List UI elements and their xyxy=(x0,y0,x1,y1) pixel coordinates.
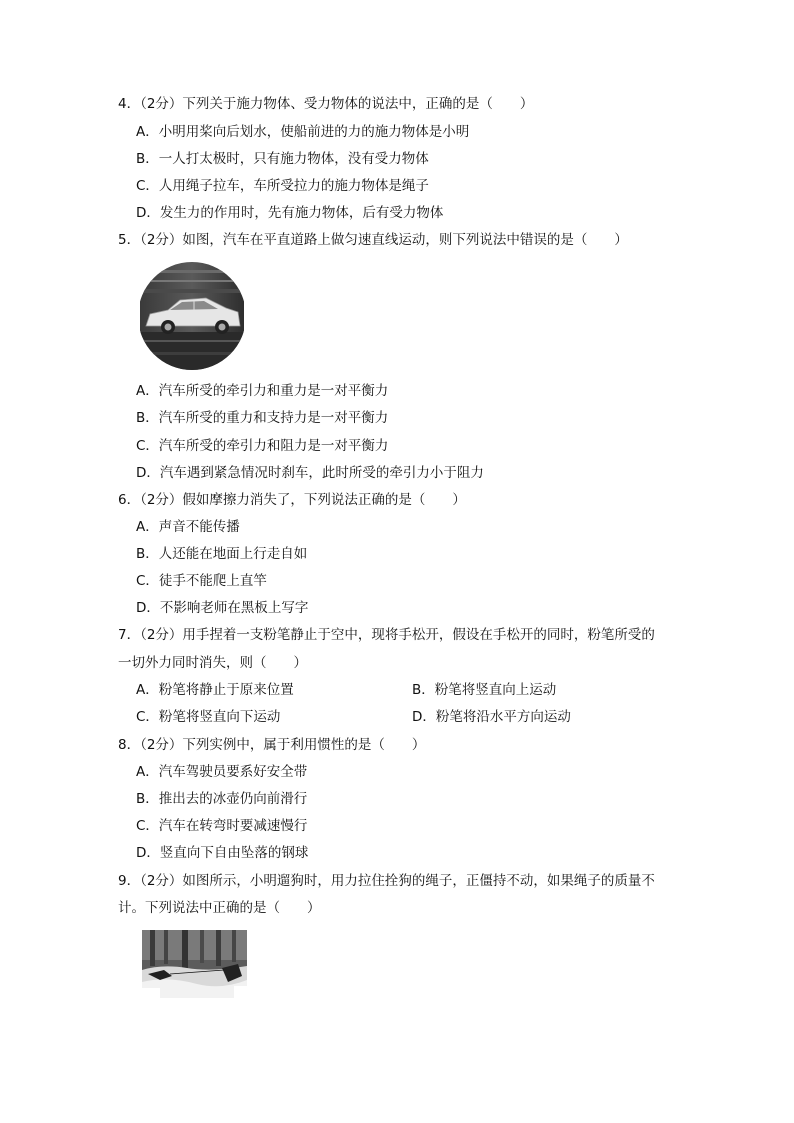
question-4-option-c: C．人用绳子拉车，车所受拉力的施力物体是绳子 xyxy=(136,178,429,194)
question-7-stem-continuation: 一切外力同时消失，则（ ） xyxy=(118,655,307,671)
car-figure xyxy=(140,262,244,370)
question-6-option-c: C．徒手不能爬上直竿 xyxy=(136,573,267,589)
question-7-option-a: A．粉笔将静止于原来位置 xyxy=(136,682,294,698)
question-9-stem-continuation: 计。下列说法中正确的是（ ） xyxy=(118,900,321,916)
question-8-option-d: D．竖直向下自由坠落的钢球 xyxy=(136,845,309,861)
question-5-option-c: C．汽车所受的牵引力和阻力是一对平衡力 xyxy=(136,438,389,454)
question-4-option-a: A．小明用桨向后划水，使船前进的力的施力物体是小明 xyxy=(136,124,470,140)
question-8-option-b: B．推出去的冰壶仍向前滑行 xyxy=(136,791,308,807)
car-photo xyxy=(140,262,244,370)
question-9-stem: 9．（2分）如图所示，小明遛狗时，用力拉住拴狗的绳子，正僵持不动，如果绳子的质量不 xyxy=(118,873,655,889)
question-7-option-b: B．粉笔将竖直向上运动 xyxy=(412,682,557,698)
dog-walking-photo xyxy=(142,930,247,998)
question-6-option-b: B．人还能在地面上行走自如 xyxy=(136,546,308,562)
question-6-option-d: D．不影响老师在黑板上写字 xyxy=(136,600,309,616)
question-6-option-a: A．声音不能传播 xyxy=(136,519,240,535)
question-5-option-d: D．汽车遇到紧急情况时刹车，此时所受的牵引力小于阻力 xyxy=(136,465,484,481)
question-8-option-a: A．汽车驾驶员要系好安全带 xyxy=(136,764,308,780)
question-6-stem: 6．（2分）假如摩擦力消失了，下列说法正确的是（ ） xyxy=(118,492,466,508)
question-8-stem: 8．（2分）下列实例中，属于利用惯性的是（ ） xyxy=(118,737,426,753)
question-5-option-b: B．汽车所受的重力和支持力是一对平衡力 xyxy=(136,410,389,426)
dog-walking-figure xyxy=(142,930,247,998)
question-7-stem: 7．（2分）用手捏着一支粉笔静止于空中，现将手松开，假设在手松开的同时，粉笔所受的 xyxy=(118,627,655,643)
question-4-option-d: D．发生力的作用时，先有施力物体，后有受力物体 xyxy=(136,205,444,221)
question-7-option-d: D．粉笔将沿水平方向运动 xyxy=(412,709,571,725)
question-7-option-c: C．粉笔将竖直向下运动 xyxy=(136,709,281,725)
question-5-option-a: A．汽车所受的牵引力和重力是一对平衡力 xyxy=(136,383,389,399)
question-4-option-b: B．一人打太极时，只有施力物体，没有受力物体 xyxy=(136,151,429,167)
question-4-stem: 4．（2分）下列关于施力物体、受力物体的说法中，正确的是（ ） xyxy=(118,96,534,112)
question-5-stem: 5．（2分）如图，汽车在平直道路上做匀速直线运动，则下列说法中错误的是（ ） xyxy=(118,232,628,248)
question-8-option-c: C．汽车在转弯时要减速慢行 xyxy=(136,818,308,834)
